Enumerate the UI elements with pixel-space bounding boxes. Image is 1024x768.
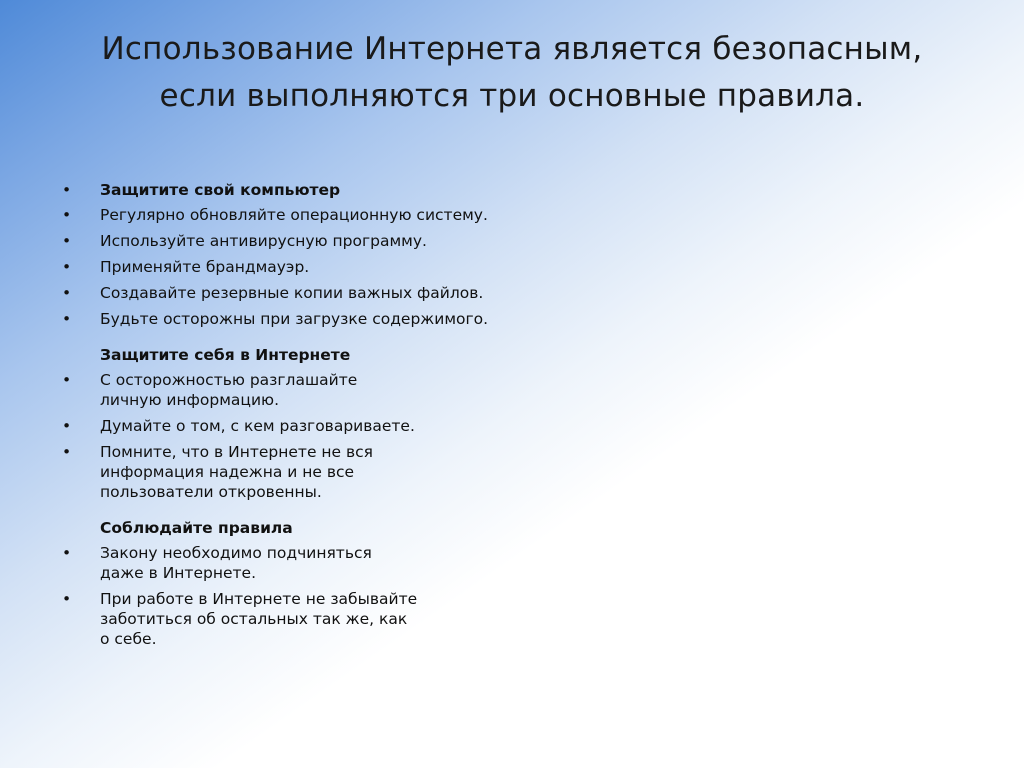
list-item	[62, 309, 582, 329]
bullet-icon: •	[62, 284, 72, 302]
list-item-text: Регулярно обновляйте операционную систему.	[100, 206, 488, 224]
list-item	[62, 543, 582, 583]
list-item	[62, 442, 582, 502]
slide-title-line-1: Использование Интернета является безопасным,	[101, 31, 923, 67]
section-heading: • Защитите свой компьютер	[62, 180, 582, 200]
bullet-icon: •	[62, 371, 72, 389]
section-protect-yourself	[62, 345, 582, 502]
list-item-text: Используйте антивирусную программу.	[100, 232, 427, 250]
bullet-list	[62, 370, 582, 502]
list-item	[62, 231, 582, 251]
bullet-icon: •	[62, 258, 72, 276]
bullet-icon: •	[62, 417, 72, 435]
list-item	[62, 257, 582, 277]
bullet-icon: •	[62, 443, 72, 461]
list-item	[62, 205, 582, 225]
list-item-text: Будьте осторожны при загрузке содержимого.	[100, 310, 489, 328]
list-item-text: Применяйте брандмауэр.	[100, 258, 310, 276]
bullet-icon: •	[62, 544, 72, 562]
list-item-text: Закону необходимо подчиняться даже в Интернете.	[100, 544, 372, 582]
section-heading: Соблюдайте правила	[100, 519, 293, 537]
section-protect-computer	[62, 180, 582, 329]
list-item-text: При работе в Интернете не забывайте заботиться об остальных так же, как о себе.	[100, 590, 418, 648]
list-item	[62, 370, 582, 410]
list-item	[62, 589, 582, 649]
list-item	[62, 416, 582, 436]
slide-content	[62, 180, 582, 655]
bullet-icon: •	[62, 232, 72, 250]
list-item-text: Создавайте резервные копии важных файлов.	[100, 284, 484, 302]
list-item-text: С осторожностью разглашайте личную информацию.	[100, 371, 358, 409]
slide-title-line-2: если выполняются три основные правила.	[159, 78, 865, 114]
list-item-text: Помните, что в Интернете не вся информация надежна и не все пользователи откровенны.	[100, 443, 373, 501]
bullet-list	[62, 543, 582, 649]
bullet-list	[62, 205, 582, 329]
section-heading: Защитите себя в Интернете	[100, 346, 351, 364]
list-item-text: Думайте о том, с кем разговариваете.	[100, 417, 415, 435]
bullet-icon: •	[62, 310, 72, 328]
bullet-icon: •	[62, 590, 72, 608]
slide-title	[60, 26, 964, 120]
list-item	[62, 283, 582, 303]
bullet-icon: •	[62, 206, 72, 224]
section-follow-rules	[62, 518, 582, 649]
